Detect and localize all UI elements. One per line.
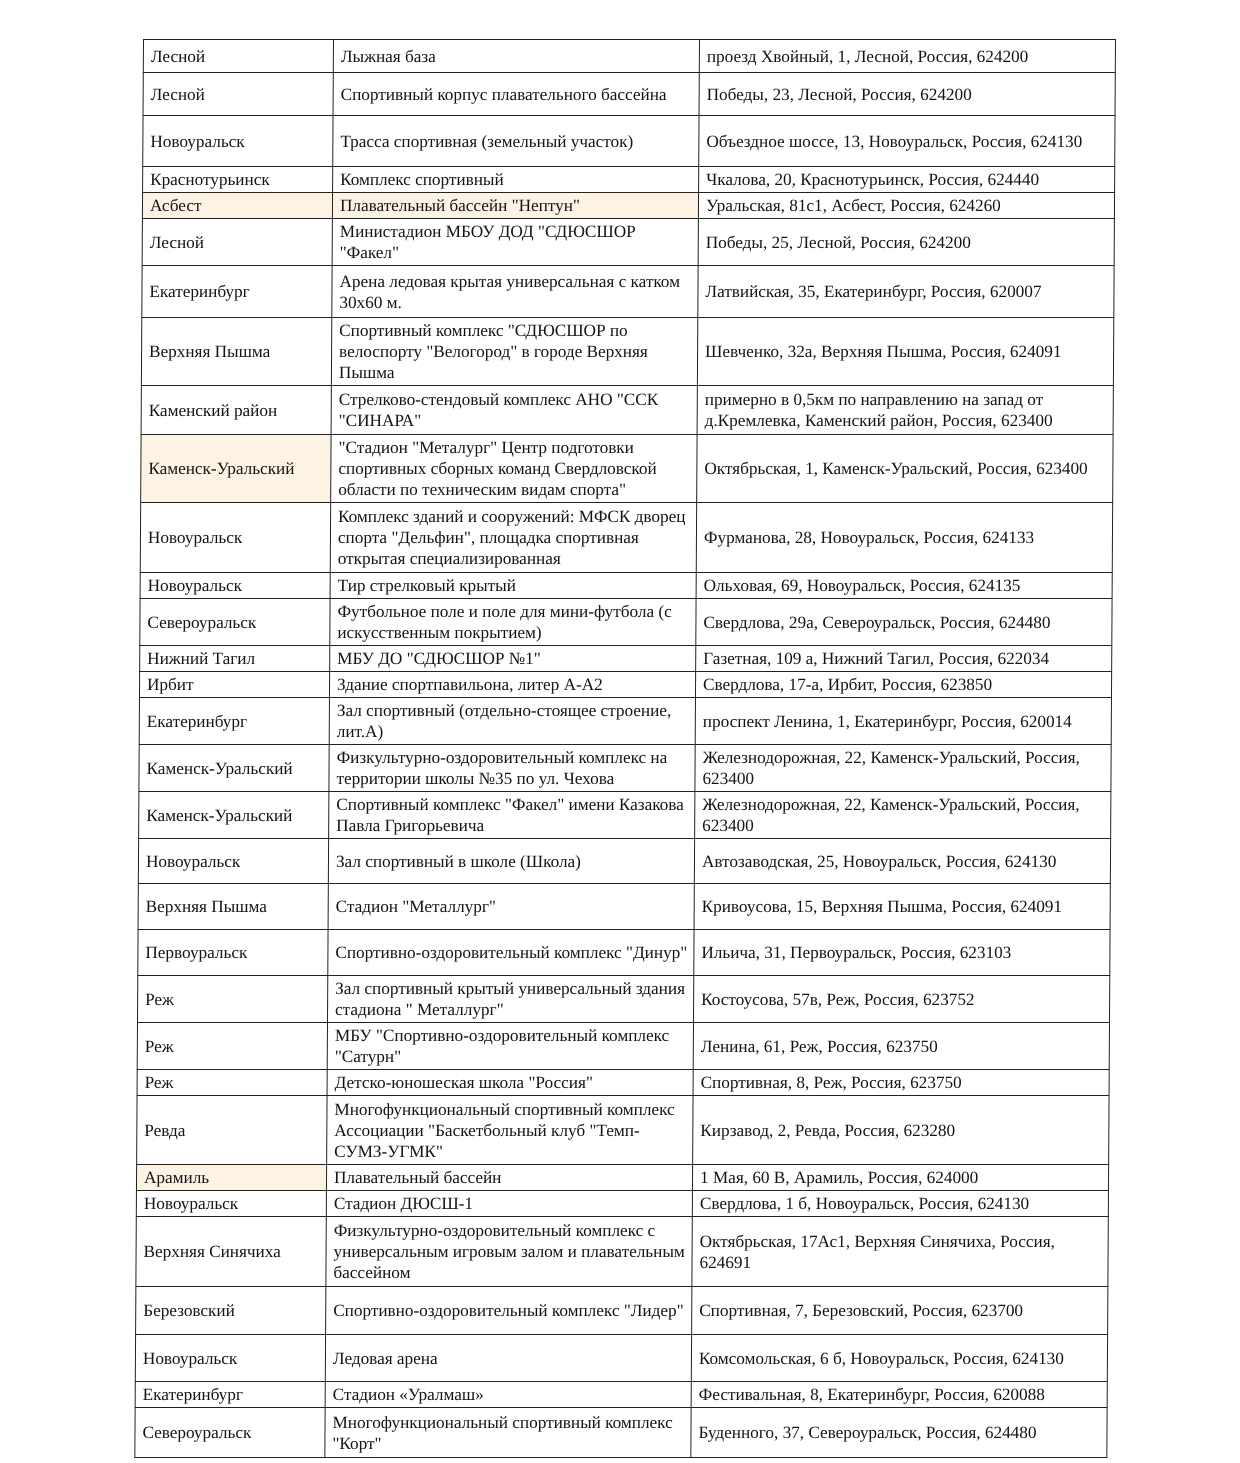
city-cell: Новоуральск: [143, 116, 333, 167]
city-cell: Екатеринбург: [139, 698, 329, 745]
table-row: [136, 1165, 1108, 1191]
address-cell: Газетная, 109 а, Нижний Тагил, Россия, 622034: [696, 646, 1112, 672]
facility-name-cell: Арена ледовая крытая универсальная с катком 30х60 м.: [332, 266, 698, 318]
facility-name-cell: Спортивно-оздоровительный комплекс "Динур": [328, 930, 694, 976]
city-cell: Верхняя Пышма: [141, 318, 331, 386]
city-cell: Реж: [137, 1023, 327, 1070]
address-cell: Железнодорожная, 22, Каменск-Уральский, Россия, 623400: [695, 745, 1111, 792]
city-cell: Новоуральск: [140, 573, 330, 599]
city-cell: Реж: [137, 1070, 327, 1096]
city-cell: Лесной: [142, 219, 332, 266]
facility-name-cell: Спортивный комплекс "Факел" имени Казакова Павла Григорьевича: [329, 792, 695, 839]
city-cell: Лесной: [143, 73, 333, 116]
city-cell: Первоуральск: [138, 930, 328, 976]
facility-name-cell: Плавательный бассейн: [326, 1165, 692, 1191]
table-row: [141, 435, 1113, 503]
address-cell: Буденного, 37, Североуральск, Россия, 624480: [691, 1408, 1107, 1458]
address-cell: 1 Мая, 60 В, Арамиль, Россия, 624000: [692, 1165, 1108, 1191]
city-cell: Нижний Тагил: [140, 646, 330, 672]
facility-name-cell: Многофункциональный спортивный комплекс "Корт": [325, 1408, 691, 1458]
city-cell: Новоуральск: [135, 1335, 325, 1382]
city-cell: Краснотурьинск: [143, 167, 333, 193]
city-cell: Асбест: [142, 193, 332, 219]
address-cell: Объездное шоссе, 13, Новоуральск, Россия, 624130: [699, 116, 1115, 167]
address-cell: Ильича, 31, Первоуральск, Россия, 623103: [694, 930, 1110, 976]
address-cell: Костоусова, 57в, Реж, Россия, 623752: [693, 976, 1109, 1023]
address-cell: Чкалова, 20, Краснотурьинск, Россия, 624440: [699, 167, 1115, 193]
table-row: [143, 40, 1115, 73]
facility-name-cell: Плавательный бассейн "Нептун": [332, 193, 698, 219]
city-cell: Ревда: [137, 1096, 327, 1165]
facility-name-cell: Физкультурно-оздоровительный комплекс с универсальным игровым залом и плавательным бассейном: [326, 1217, 692, 1287]
city-cell: Верхняя Синячиха: [136, 1217, 326, 1287]
address-cell: Железнодорожная, 22, Каменск-Уральский, Россия, 623400: [695, 792, 1111, 839]
table-row: [143, 116, 1115, 167]
facility-name-cell: Стадион ДЮСШ-1: [326, 1191, 692, 1217]
address-cell: Ольховая, 69, Новоуральск, Россия, 624135: [696, 573, 1112, 599]
facility-name-cell: Многофункциональный спортивный комплекс Ассоциации "Баскетбольный клуб "Темп-СУМЗ-УГМК": [327, 1096, 693, 1165]
facility-name-cell: Комплекс спортивный: [333, 167, 699, 193]
address-cell: Спортивная, 8, Реж, Россия, 623750: [693, 1070, 1109, 1096]
table-row: [141, 318, 1113, 386]
address-cell: Октябрьская, 1, Каменск-Уральский, Россия, 623400: [697, 435, 1113, 503]
facility-name-cell: Трасса спортивная (земельный участок): [333, 116, 699, 167]
table-row: [142, 193, 1114, 219]
table-row: [140, 599, 1112, 646]
facility-name-cell: Спортивный корпус плавательного бассейна: [333, 73, 699, 116]
facility-name-cell: Спортивный комплекс "СДЮСШОР по велоспорту "Велогород" в городе Верхняя Пышма: [331, 318, 697, 386]
address-cell: Октябрьская, 17Ас1, Верхняя Синячиха, Россия, 624691: [692, 1217, 1108, 1287]
table-row: [137, 976, 1109, 1023]
facility-name-cell: Лыжная база: [333, 40, 699, 73]
table-row: [136, 1217, 1108, 1287]
city-cell: Каменск-Уральский: [139, 745, 329, 792]
table-row: [139, 698, 1111, 745]
table-row: [141, 386, 1113, 435]
table-row: [135, 1382, 1107, 1408]
city-cell: Екатеринбург: [142, 266, 332, 318]
facility-name-cell: Стадион "Металлург": [328, 884, 694, 930]
city-cell: Ирбит: [139, 672, 329, 698]
table-row: [140, 503, 1112, 573]
table-row: [140, 573, 1112, 599]
table-row: [136, 1191, 1108, 1217]
facility-name-cell: Зал спортивный (отдельно-стоящее строение, лит.А): [329, 698, 695, 745]
address-cell: Победы, 23, Лесной, Россия, 624200: [699, 73, 1115, 116]
facility-name-cell: Футбольное поле и поле для мини-футбола (с искусственным покрытием): [330, 599, 696, 646]
address-cell: Свердлова, 1 б, Новоуральск, Россия, 624130: [692, 1191, 1108, 1217]
table-row: [138, 930, 1110, 976]
city-cell: Каменск-Уральский: [139, 792, 329, 839]
address-cell: Свердлова, 17-а, Ирбит, Россия, 623850: [695, 672, 1111, 698]
address-cell: Кирзавод, 2, Ревда, Россия, 623280: [693, 1096, 1109, 1165]
facility-name-cell: МБУ ДО "СДЮСШОР №1": [330, 646, 696, 672]
facility-name-cell: Ледовая арена: [325, 1335, 691, 1382]
city-cell: Новоуральск: [138, 839, 328, 884]
facility-name-cell: Физкультурно-оздоровительный комплекс на территории школы №35 по ул. Чехова: [329, 745, 695, 792]
address-cell: Комсомольская, 6 б, Новоуральск, Россия, 624130: [691, 1335, 1107, 1382]
table-row: [137, 1023, 1109, 1070]
table-body: [135, 40, 1116, 1458]
table-row: [136, 1287, 1108, 1335]
city-cell: Новоуральск: [140, 503, 330, 573]
table-row: [138, 884, 1110, 930]
address-cell: Шевченко, 32а, Верхняя Пышма, Россия, 624091: [697, 318, 1113, 386]
facility-name-cell: Стрелково-стендовый комплекс АНО "ССК "СИНАРА": [331, 386, 697, 435]
address-cell: Ленина, 61, Реж, Россия, 623750: [693, 1023, 1109, 1070]
table-row: [142, 266, 1114, 318]
address-cell: Уральская, 81с1, Асбест, Россия, 624260: [698, 193, 1114, 219]
table-row: [135, 1335, 1107, 1382]
city-cell: Верхняя Пышма: [138, 884, 328, 930]
facility-name-cell: Зал спортивный в школе (Школа): [328, 839, 694, 884]
table-row: [137, 1070, 1109, 1096]
address-cell: Автозаводская, 25, Новоуральск, Россия, 624130: [694, 839, 1110, 884]
address-cell: проезд Хвойный, 1, Лесной, Россия, 624200: [699, 40, 1115, 73]
address-cell: Спортивная, 7, Березовский, Россия, 623700: [692, 1287, 1108, 1335]
city-cell: Североуральск: [140, 599, 330, 646]
table-row: [135, 1408, 1107, 1458]
city-cell: Новоуральск: [136, 1191, 326, 1217]
city-cell: Березовский: [136, 1287, 326, 1335]
facility-name-cell: Зал спортивный крытый универсальный здания стадиона " Металлург": [327, 976, 693, 1023]
facility-name-cell: Детско-юношеская школа "Россия": [327, 1070, 693, 1096]
city-cell: Лесной: [143, 40, 333, 73]
address-cell: Победы, 25, Лесной, Россия, 624200: [698, 219, 1114, 266]
table-row: [139, 745, 1111, 792]
table-row: [139, 672, 1111, 698]
facility-name-cell: Спортивно-оздоровительный комплекс "Лидер": [326, 1287, 692, 1335]
city-cell: Екатеринбург: [135, 1382, 325, 1408]
address-cell: проспект Ленина, 1, Екатеринбург, Россия, 620014: [695, 698, 1111, 745]
address-cell: Фурманова, 28, Новоуральск, Россия, 624133: [696, 503, 1112, 573]
table-row: [140, 646, 1112, 672]
facility-name-cell: Министадион МБОУ ДОД "СДЮСШОР "Факел": [332, 219, 698, 266]
address-cell: примерно в 0,5км по направлению на запад от д.Кремлевка, Каменский район, Россия, 623400: [697, 386, 1113, 435]
facility-name-cell: Тир стрелковый крытый: [330, 573, 696, 599]
table-row: [138, 839, 1110, 884]
address-cell: Кривоусова, 15, Верхняя Пышма, Россия, 624091: [694, 884, 1110, 930]
facility-name-cell: Здание спортпавильона, литер А-А2: [329, 672, 695, 698]
address-cell: Латвийская, 35, Екатеринбург, Россия, 620007: [698, 266, 1114, 318]
table-row: [143, 73, 1115, 116]
address-cell: Свердлова, 29а, Североуральск, Россия, 624480: [696, 599, 1112, 646]
table-row: [139, 792, 1111, 839]
address-cell: Фестивальная, 8, Екатеринбург, Россия, 620088: [691, 1382, 1107, 1408]
sports-facilities-table: [134, 39, 1116, 1458]
city-cell: Реж: [137, 976, 327, 1023]
table-row: [143, 167, 1115, 193]
city-cell: Каменский район: [141, 386, 331, 435]
city-cell: Североуральск: [135, 1408, 325, 1458]
facility-name-cell: МБУ "Спортивно-оздоровительный комплекс "Сатурн": [327, 1023, 693, 1070]
facility-name-cell: Комплекс зданий и сооружений: МФСК дворец спорта "Дельфин", площадка спортивная открытая специализированная: [330, 503, 696, 573]
city-cell: Каменск-Уральский: [141, 435, 331, 503]
facility-name-cell: Стадион «Уралмаш»: [325, 1382, 691, 1408]
facility-name-cell: "Стадион "Металург" Центр подготовки спортивных сборных команд Свердловской области по техническим видам спорта": [331, 435, 697, 503]
table-row: [137, 1096, 1109, 1165]
city-cell: Арамиль: [136, 1165, 326, 1191]
table-row: [142, 219, 1114, 266]
